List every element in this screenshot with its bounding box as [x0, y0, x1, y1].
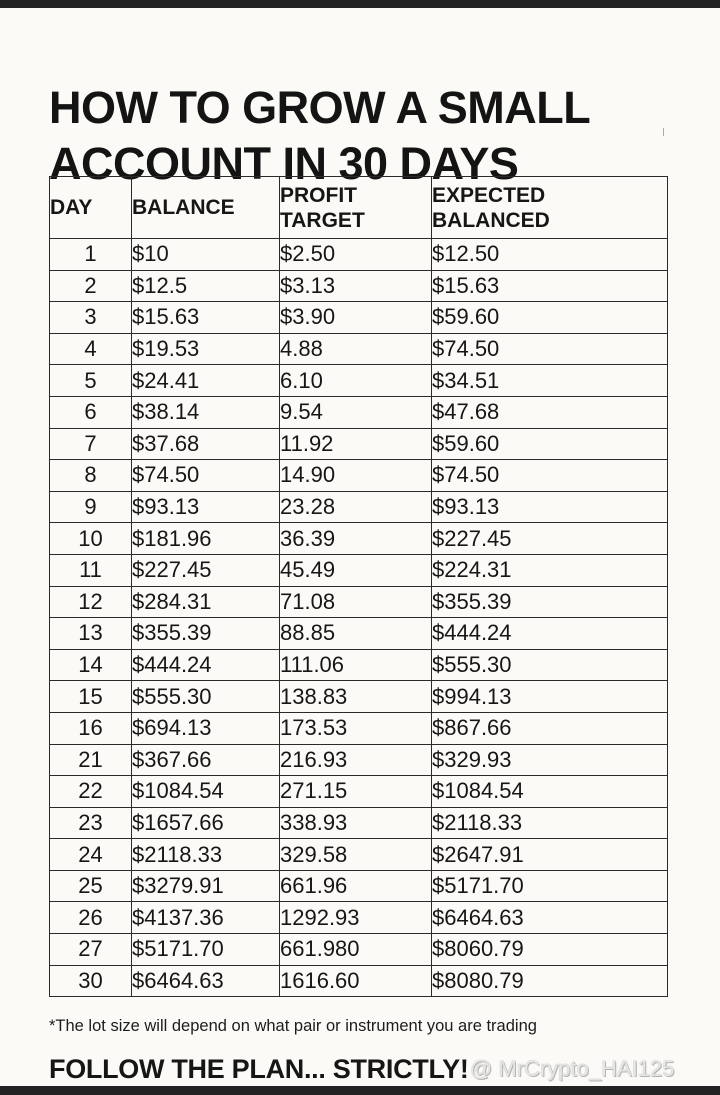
- cell-profit-target: 216.93: [280, 744, 432, 776]
- cell-balance: $93.13: [132, 491, 280, 523]
- cell-day: 9: [50, 491, 132, 523]
- header-profit-target: [280, 177, 432, 239]
- cell-profit-target: 329.58: [280, 839, 432, 871]
- table-row: [50, 365, 668, 397]
- cell-day: 8: [50, 460, 132, 492]
- table-row: [50, 934, 668, 966]
- cell-balance: $3279.91: [132, 870, 280, 902]
- cell-balance: $555.30: [132, 681, 280, 713]
- header-day: DAY: [50, 177, 132, 239]
- cell-day: 25: [50, 870, 132, 902]
- cell-expected-balance: $355.39: [432, 586, 668, 618]
- cell-profit-target: $2.50: [280, 239, 432, 271]
- table-row: [50, 902, 668, 934]
- table-row: [50, 239, 668, 271]
- cell-balance: $10: [132, 239, 280, 271]
- cell-profit-target: 173.53: [280, 712, 432, 744]
- cell-profit-target: 138.83: [280, 681, 432, 713]
- header-balance: BALANCE: [132, 177, 280, 239]
- header-profit-line1: PROFIT: [280, 183, 357, 207]
- cell-expected-balance: $867.66: [432, 712, 668, 744]
- cell-day: 12: [50, 586, 132, 618]
- cell-day: 15: [50, 681, 132, 713]
- cell-profit-target: 71.08: [280, 586, 432, 618]
- table-row: [50, 870, 668, 902]
- table-row: [50, 807, 668, 839]
- cell-day: 1: [50, 239, 132, 271]
- cell-balance: $37.68: [132, 428, 280, 460]
- table-row: [50, 965, 668, 997]
- cell-balance: $5171.70: [132, 934, 280, 966]
- cell-balance: $444.24: [132, 649, 280, 681]
- cell-expected-balance: $15.63: [432, 270, 668, 302]
- cell-profit-target: 23.28: [280, 491, 432, 523]
- cell-profit-target: 271.15: [280, 776, 432, 808]
- table-row: [50, 649, 668, 681]
- cell-expected-balance: $8060.79: [432, 934, 668, 966]
- cell-balance: $74.50: [132, 460, 280, 492]
- cell-balance: $12.5: [132, 270, 280, 302]
- footnote: *The lot size will depend on what pair or instrument you are trading: [49, 1017, 537, 1035]
- cell-balance: $694.13: [132, 712, 280, 744]
- cell-expected-balance: $93.13: [432, 491, 668, 523]
- cell-day: 26: [50, 902, 132, 934]
- table-row: [50, 554, 668, 586]
- cell-balance: $15.63: [132, 302, 280, 334]
- cell-day: 2: [50, 270, 132, 302]
- cell-expected-balance: $1084.54: [432, 776, 668, 808]
- cell-balance: $24.41: [132, 365, 280, 397]
- page-title: HOW TO GROW A SMALL ACCOUNT IN 30 DAYS: [49, 82, 590, 190]
- table-row: [50, 396, 668, 428]
- header-expected-balance: [432, 177, 668, 239]
- cell-day: 23: [50, 807, 132, 839]
- cell-profit-target: 11.92: [280, 428, 432, 460]
- cell-day: 22: [50, 776, 132, 808]
- table-row: [50, 491, 668, 523]
- cell-profit-target: 9.54: [280, 396, 432, 428]
- cell-expected-balance: $12.50: [432, 239, 668, 271]
- cell-balance: $284.31: [132, 586, 280, 618]
- cell-day: 16: [50, 712, 132, 744]
- cell-day: 3: [50, 302, 132, 334]
- cell-profit-target: $3.13: [280, 270, 432, 302]
- cell-expected-balance: $6464.63: [432, 902, 668, 934]
- cell-balance: $367.66: [132, 744, 280, 776]
- table-row: [50, 712, 668, 744]
- cell-day: 10: [50, 523, 132, 555]
- header-expected-line2: BALANCED: [432, 208, 550, 232]
- cell-profit-target: $3.90: [280, 302, 432, 334]
- bottom-bar: [0, 1086, 720, 1095]
- cell-day: 4: [50, 333, 132, 365]
- cell-profit-target: 36.39: [280, 523, 432, 555]
- cell-day: 21: [50, 744, 132, 776]
- cell-day: 14: [50, 649, 132, 681]
- table-row: [50, 302, 668, 334]
- table-row: [50, 618, 668, 650]
- cell-profit-target: 4.88: [280, 333, 432, 365]
- table-row: [50, 776, 668, 808]
- top-bar: [0, 0, 720, 8]
- table-row: [50, 681, 668, 713]
- cell-profit-target: 6.10: [280, 365, 432, 397]
- cell-expected-balance: $47.68: [432, 396, 668, 428]
- cell-expected-balance: $555.30: [432, 649, 668, 681]
- cell-day: 30: [50, 965, 132, 997]
- cell-expected-balance: $444.24: [432, 618, 668, 650]
- cell-balance: $19.53: [132, 333, 280, 365]
- cell-expected-balance: $2647.91: [432, 839, 668, 871]
- cell-profit-target: 1292.93: [280, 902, 432, 934]
- table-row: [50, 586, 668, 618]
- cell-balance: $6464.63: [132, 965, 280, 997]
- call-to-action: FOLLOW THE PLAN... STRICTLY!: [49, 1054, 469, 1084]
- cell-balance: $4137.36: [132, 902, 280, 934]
- cell-profit-target: 1616.60: [280, 965, 432, 997]
- cell-day: 24: [50, 839, 132, 871]
- cell-balance: $1657.66: [132, 807, 280, 839]
- header-profit-line2: TARGET: [280, 208, 365, 232]
- cell-profit-target: 88.85: [280, 618, 432, 650]
- cell-profit-target: 338.93: [280, 807, 432, 839]
- cell-day: 7: [50, 428, 132, 460]
- cell-expected-balance: $227.45: [432, 523, 668, 555]
- cell-balance: $1084.54: [132, 776, 280, 808]
- table-row: [50, 333, 668, 365]
- cell-expected-balance: $8080.79: [432, 965, 668, 997]
- cell-expected-balance: $59.60: [432, 428, 668, 460]
- cell-expected-balance: $59.60: [432, 302, 668, 334]
- cell-balance: $355.39: [132, 618, 280, 650]
- header-expected-line1: EXPECTED: [432, 183, 546, 207]
- table-row: [50, 744, 668, 776]
- cell-expected-balance: $74.50: [432, 333, 668, 365]
- cell-profit-target: 661.96: [280, 870, 432, 902]
- cell-expected-balance: $329.93: [432, 744, 668, 776]
- watermark: @ MrCrypto_HAI125: [470, 1056, 675, 1081]
- decorative-mark: [663, 128, 664, 136]
- cell-profit-target: 661.980: [280, 934, 432, 966]
- table-row: [50, 428, 668, 460]
- cell-day: 27: [50, 934, 132, 966]
- cell-expected-balance: $994.13: [432, 681, 668, 713]
- cell-expected-balance: $2118.33: [432, 807, 668, 839]
- cell-profit-target: 111.06: [280, 649, 432, 681]
- cell-day: 11: [50, 554, 132, 586]
- cell-expected-balance: $74.50: [432, 460, 668, 492]
- table-row: [50, 523, 668, 555]
- cell-expected-balance: $224.31: [432, 554, 668, 586]
- cell-day: 6: [50, 396, 132, 428]
- cell-balance: $2118.33: [132, 839, 280, 871]
- cell-balance: $227.45: [132, 554, 280, 586]
- cell-expected-balance: $5171.70: [432, 870, 668, 902]
- cell-day: 5: [50, 365, 132, 397]
- table-row: [50, 839, 668, 871]
- table-header-row: [50, 177, 668, 239]
- table-row: [50, 270, 668, 302]
- cell-profit-target: 45.49: [280, 554, 432, 586]
- cell-balance: $181.96: [132, 523, 280, 555]
- cell-balance: $38.14: [132, 396, 280, 428]
- table-body: [50, 239, 668, 997]
- cell-day: 13: [50, 618, 132, 650]
- cell-expected-balance: $34.51: [432, 365, 668, 397]
- cell-profit-target: 14.90: [280, 460, 432, 492]
- table-row: [50, 460, 668, 492]
- growth-plan-table: [49, 176, 668, 997]
